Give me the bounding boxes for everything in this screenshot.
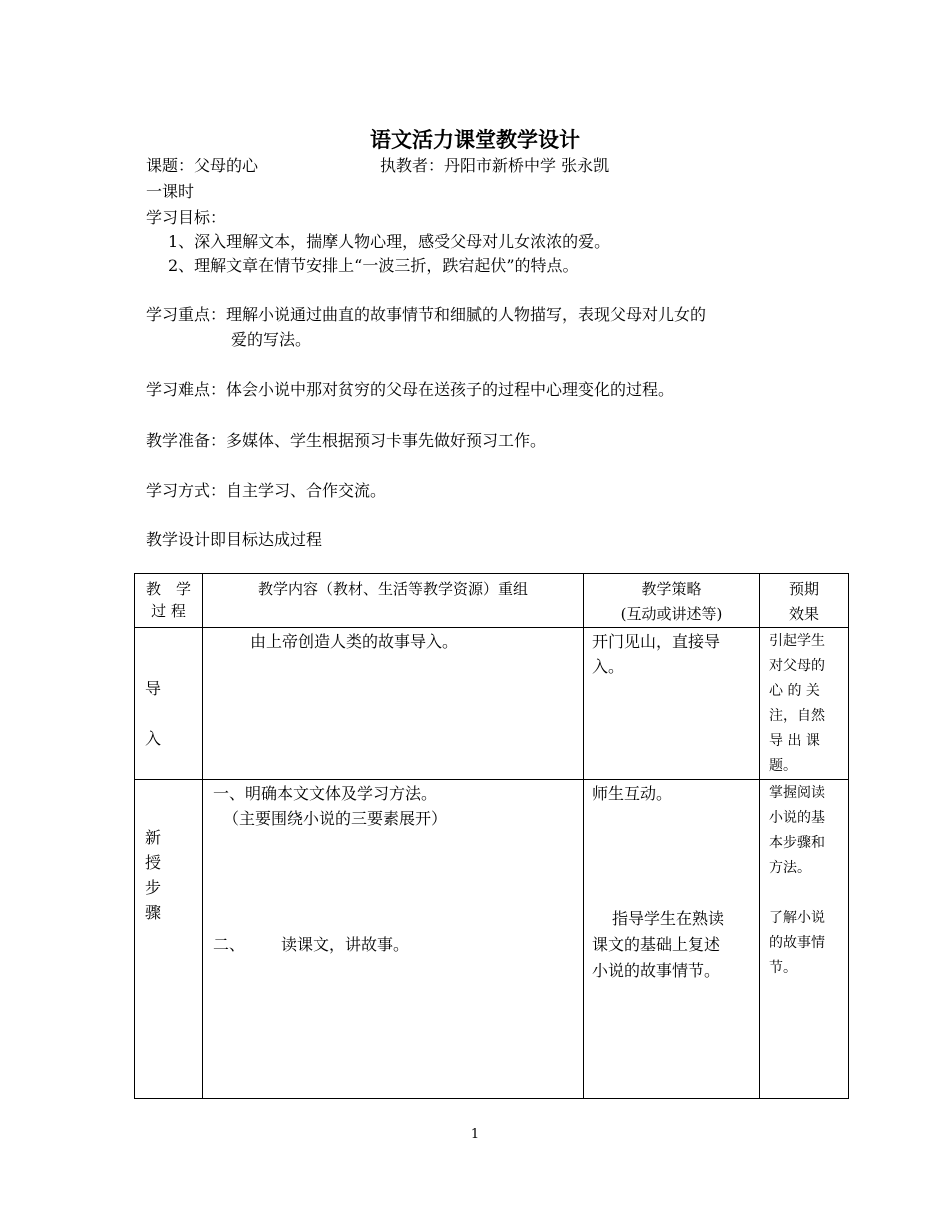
- lesson-plan-table: [134, 573, 849, 1099]
- row2-strategy: [584, 780, 760, 1099]
- row2-effect-1-line: 小说的基: [769, 810, 825, 826]
- row2-content-note: （主要围绕小说的三要素展开）: [223, 809, 448, 828]
- row1-effect-line: 对父母的: [769, 658, 825, 674]
- row1-strategy-line-1: 开门见山，直接导: [592, 632, 721, 651]
- header-content-text: 教学内容（教材、生活等教学资源）重组: [257, 580, 528, 598]
- lesson-count: 一课时: [146, 182, 195, 201]
- row2-content-item-2-text: 读课文，讲故事。: [281, 935, 410, 954]
- row2-effect-1-line: 掌握阅读: [769, 785, 825, 801]
- row1-process: [135, 628, 203, 780]
- key-point-line-2: 爱的写法。: [231, 330, 312, 349]
- goal-1: 1、深入理解文本，揣摩人物心理，感受父母对儿女浓浓的爱。: [168, 232, 611, 251]
- goals-label: 学习目标：: [146, 208, 227, 227]
- row2-effect: [760, 780, 849, 1099]
- row2-strategy-1: 师生互动。: [592, 784, 673, 803]
- table-row: [135, 628, 849, 780]
- row2-process-char: 步: [145, 878, 162, 897]
- row2-content-item-1: 一、明确本文文体及学习方法。: [213, 784, 438, 803]
- method-line: 学习方式：自主学习、合作交流。: [146, 481, 387, 500]
- row1-effect-line: 引起学生: [769, 633, 825, 649]
- design-label: 教学设计即目标达成过程: [146, 530, 323, 549]
- row2-effect-1-line: 本步骤和: [769, 835, 825, 851]
- table-header-row: [135, 574, 849, 628]
- header-effect-line-2: 效果: [788, 605, 819, 623]
- row1-effect-line: 导 出 课: [769, 733, 820, 749]
- row1-process-char-2: 入: [145, 729, 162, 748]
- page-number: 1: [470, 1127, 480, 1142]
- row2-process: [135, 780, 203, 1099]
- row1-strategy-line-2: 入。: [592, 657, 625, 676]
- row1-effect-line: 题。: [769, 758, 797, 774]
- key-point-line-1: 学习重点：理解小说通过曲直的故事情节和细腻的人物描写，表现父母对儿女的: [146, 305, 707, 324]
- row1-content: [203, 628, 584, 780]
- row2-strategy-2-line: 课文的基础上复述: [592, 935, 721, 954]
- header-effect-line-1: 预期: [788, 580, 819, 598]
- row1-strategy: [584, 628, 760, 780]
- row2-effect-1-line: 方法。: [769, 860, 811, 876]
- table-row: [135, 780, 849, 1099]
- row1-effect-line: 注，自然: [769, 708, 825, 724]
- row2-content-item-2-number: 二、: [213, 935, 246, 954]
- row1-content-text: 由上帝创造人类的故事导入。: [250, 632, 459, 651]
- row2-effect-2-line: 的故事情: [769, 935, 825, 951]
- teacher-line: 执教者：丹阳市新桥中学 张永凯: [380, 156, 610, 175]
- header-content: [203, 574, 584, 628]
- row2-strategy-2-line: 小说的故事情节。: [592, 961, 721, 980]
- topic-line: 课题：父母的心: [146, 156, 259, 175]
- header-process-line-1: 教 学: [145, 580, 191, 598]
- row1-effect: [760, 628, 849, 780]
- row2-strategy-2-line: 指导学生在熟读: [612, 909, 725, 928]
- row2-content: [203, 780, 584, 1099]
- header-process-line-2: 过 程: [151, 602, 186, 620]
- preparation-line: 教学准备：多媒体、学生根据预习卡事先做好预习工作。: [146, 431, 547, 450]
- header-strategy-line-2: (互动或讲述等): [620, 605, 723, 623]
- row2-process-char: 新: [145, 828, 162, 847]
- document-title: 语文活力课堂教学设计: [370, 127, 580, 152]
- header-process: [135, 574, 203, 628]
- header-effect: [760, 574, 849, 628]
- row2-effect-2-line: 节。: [769, 960, 797, 976]
- difficulty-line: 学习难点：体会小说中那对贫穷的父母在送孩子的过程中心理变化的过程。: [146, 380, 675, 399]
- row2-effect-2-line: 了解小说: [769, 910, 825, 926]
- goal-2: 2、理解文章在情节安排上“一波三折，跌宕起伏”的特点。: [168, 256, 579, 275]
- row1-process-char-1: 导: [145, 679, 162, 698]
- header-strategy: [584, 574, 760, 628]
- row2-process-char: 授: [145, 853, 162, 872]
- row2-process-char: 骤: [145, 903, 162, 922]
- row1-effect-line: 心 的 关: [769, 683, 820, 699]
- header-strategy-line-1: 教学策略: [641, 580, 702, 598]
